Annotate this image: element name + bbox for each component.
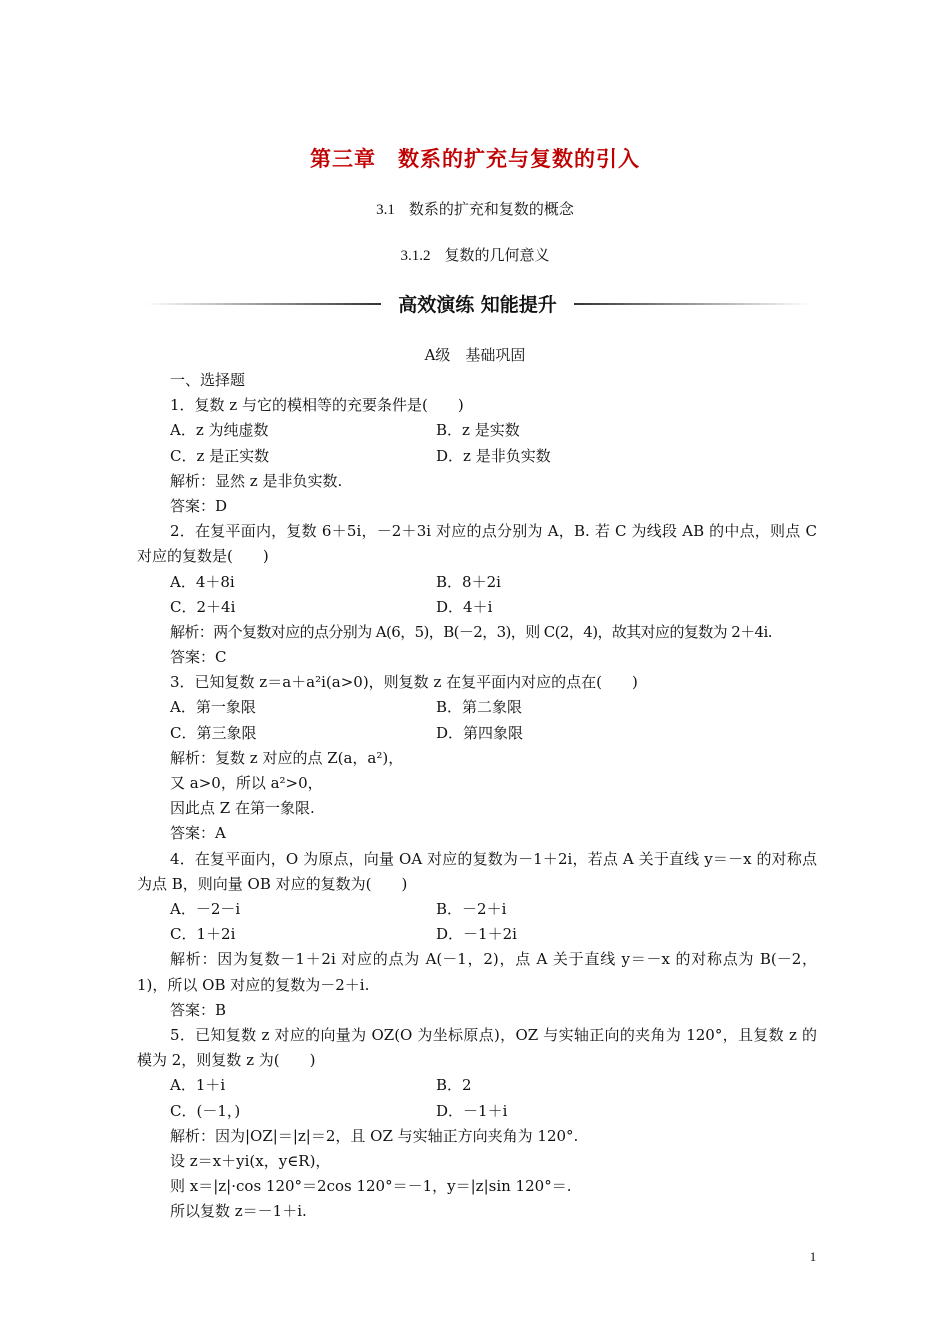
q5-option-b: B．2 xyxy=(436,1076,472,1095)
q1-answer: 答案：D xyxy=(170,496,228,515)
q4-option-c: C．1＋2i xyxy=(170,925,236,944)
part-heading: 一、选择题 xyxy=(170,371,246,389)
q5-analysis-line-3: 则 x＝|z|·cos 120°＝2cos 120°＝－1，y＝|z|sin 120°＝. xyxy=(170,1177,572,1196)
practice-banner xyxy=(145,290,810,316)
q3-analysis-line-2: 又 a>0，所以 a²>0， xyxy=(170,774,323,793)
question-body xyxy=(137,368,817,1225)
section-title xyxy=(0,198,950,219)
q3-option-d: D．第四象限 xyxy=(436,723,524,742)
q5-analysis-line-4: 所以复数 z＝－1＋i. xyxy=(170,1202,307,1221)
q1-option-d: D．z 是非负实数 xyxy=(436,446,551,465)
q4-stem: 4．在复平面内，O 为原点，向量 OA 对应的复数为－1＋2i，若点 A 关于直线 y＝－x 的对称点为点 B，则向量 OB 对应的复数为( ) xyxy=(137,849,817,893)
q3-options-row-1 xyxy=(137,695,817,720)
q2-options-row-1 xyxy=(137,570,817,595)
q5-options-row-1 xyxy=(137,1073,817,1098)
q4-options-row-1 xyxy=(137,897,817,922)
q2-analysis: 解析：两个复数对应的点分别为 A(6，5)，B(－2，3)，则 C(2，4)，故其对应的复数为 2＋4i. xyxy=(170,622,772,641)
q3-options-row-2 xyxy=(137,721,817,746)
chapter-title xyxy=(0,143,950,173)
section-number: 3.1 xyxy=(376,202,395,218)
q2-stem: 2．在复平面内，复数 6＋5i，－2＋3i 对应的点分别为 A，B. 若 C 为线段 AB 的中点，则点 C 对应的复数是( ) xyxy=(137,522,817,566)
section-name: 数系的扩充和复数的概念 xyxy=(408,200,574,218)
q3-analysis-line-3: 因此点 Z 在第一象限. xyxy=(170,799,315,818)
q2-answer: 答案：C xyxy=(170,648,227,667)
banner-right-rule xyxy=(574,303,810,305)
level-heading: A级 基础巩固 xyxy=(424,346,526,364)
banner-text: 高效演练 知能提升 xyxy=(398,294,557,316)
q1-stem: 1．复数 z 与它的模相等的充要条件是( ) xyxy=(170,396,464,415)
q3-analysis-line-1: 解析：复数 z 对应的点 Z(a，a²)， xyxy=(170,748,404,767)
q4-options-row-2 xyxy=(137,922,817,947)
q2-option-d: D．4＋i xyxy=(436,597,493,616)
q5-analysis-line-1: 解析：因为|OZ|＝|z|＝2，且 OZ 与实轴正方向夹角为 120°. xyxy=(170,1126,579,1145)
q1-analysis: 解析：显然 z 是非负实数. xyxy=(170,471,343,490)
q2-option-a: A．4＋8i xyxy=(170,572,235,591)
q4-option-a: A．－2－i xyxy=(170,900,241,919)
q3-stem: 3．已知复数 z＝a＋a²i(a>0)，则复数 z 在复平面内对应的点在( ) xyxy=(170,673,638,692)
q5-option-c: C．(－1，) xyxy=(170,1101,241,1120)
q3-answer: 答案：A xyxy=(170,824,226,843)
q1-options-row-2 xyxy=(137,444,817,469)
subsection-name: 复数的几何意义 xyxy=(444,246,550,264)
q1-options-row-1 xyxy=(137,418,817,443)
q5-analysis-line-2: 设 z＝x＋yi(x，y∈R)， xyxy=(170,1151,331,1170)
page-number: 1 xyxy=(809,1249,817,1264)
q4-answer: 答案：B xyxy=(170,1000,227,1019)
q5-stem: 5．已知复数 z 对应的向量为 OZ(O 为坐标原点)，OZ 与实轴正向的夹角为 120°，且复数 z 的模为 2，则复数 z 为( ) xyxy=(137,1025,817,1070)
q2-option-c: C．2＋4i xyxy=(170,597,236,616)
q2-options-row-2 xyxy=(137,595,817,620)
q5-option-a: A．1＋i xyxy=(170,1076,226,1095)
q4-option-b: B．－2＋i xyxy=(436,900,507,919)
subsection-number: 3.1.2 xyxy=(400,248,431,264)
q1-option-a: A．z 为纯虚数 xyxy=(170,421,269,440)
q3-option-a: A．第一象限 xyxy=(170,698,256,717)
q1-option-c: C．z 是正实数 xyxy=(170,446,270,465)
q4-analysis: 解析：因为复数－1＋2i 对应的点为 A(－1，2)，点 A 关于直线 y＝－x 的对称点为 B(－2，1)，所以 OB 对应的复数为－2＋i. xyxy=(137,950,817,994)
chapter-number: 第三章 xyxy=(310,147,376,171)
chapter-name: 数系的扩充与复数的引入 xyxy=(398,147,640,171)
q5-options-row-2 xyxy=(137,1099,817,1124)
q1-option-b: B．z 是实数 xyxy=(436,421,520,440)
q3-option-b: B．第二象限 xyxy=(436,698,523,717)
q5-option-d: D．－1＋i xyxy=(436,1101,508,1120)
subsection-title xyxy=(0,244,950,265)
q2-option-b: B．8＋2i xyxy=(436,572,501,591)
q3-option-c: C．第三象限 xyxy=(170,723,257,742)
q4-option-d: D．－1＋2i xyxy=(436,925,517,944)
